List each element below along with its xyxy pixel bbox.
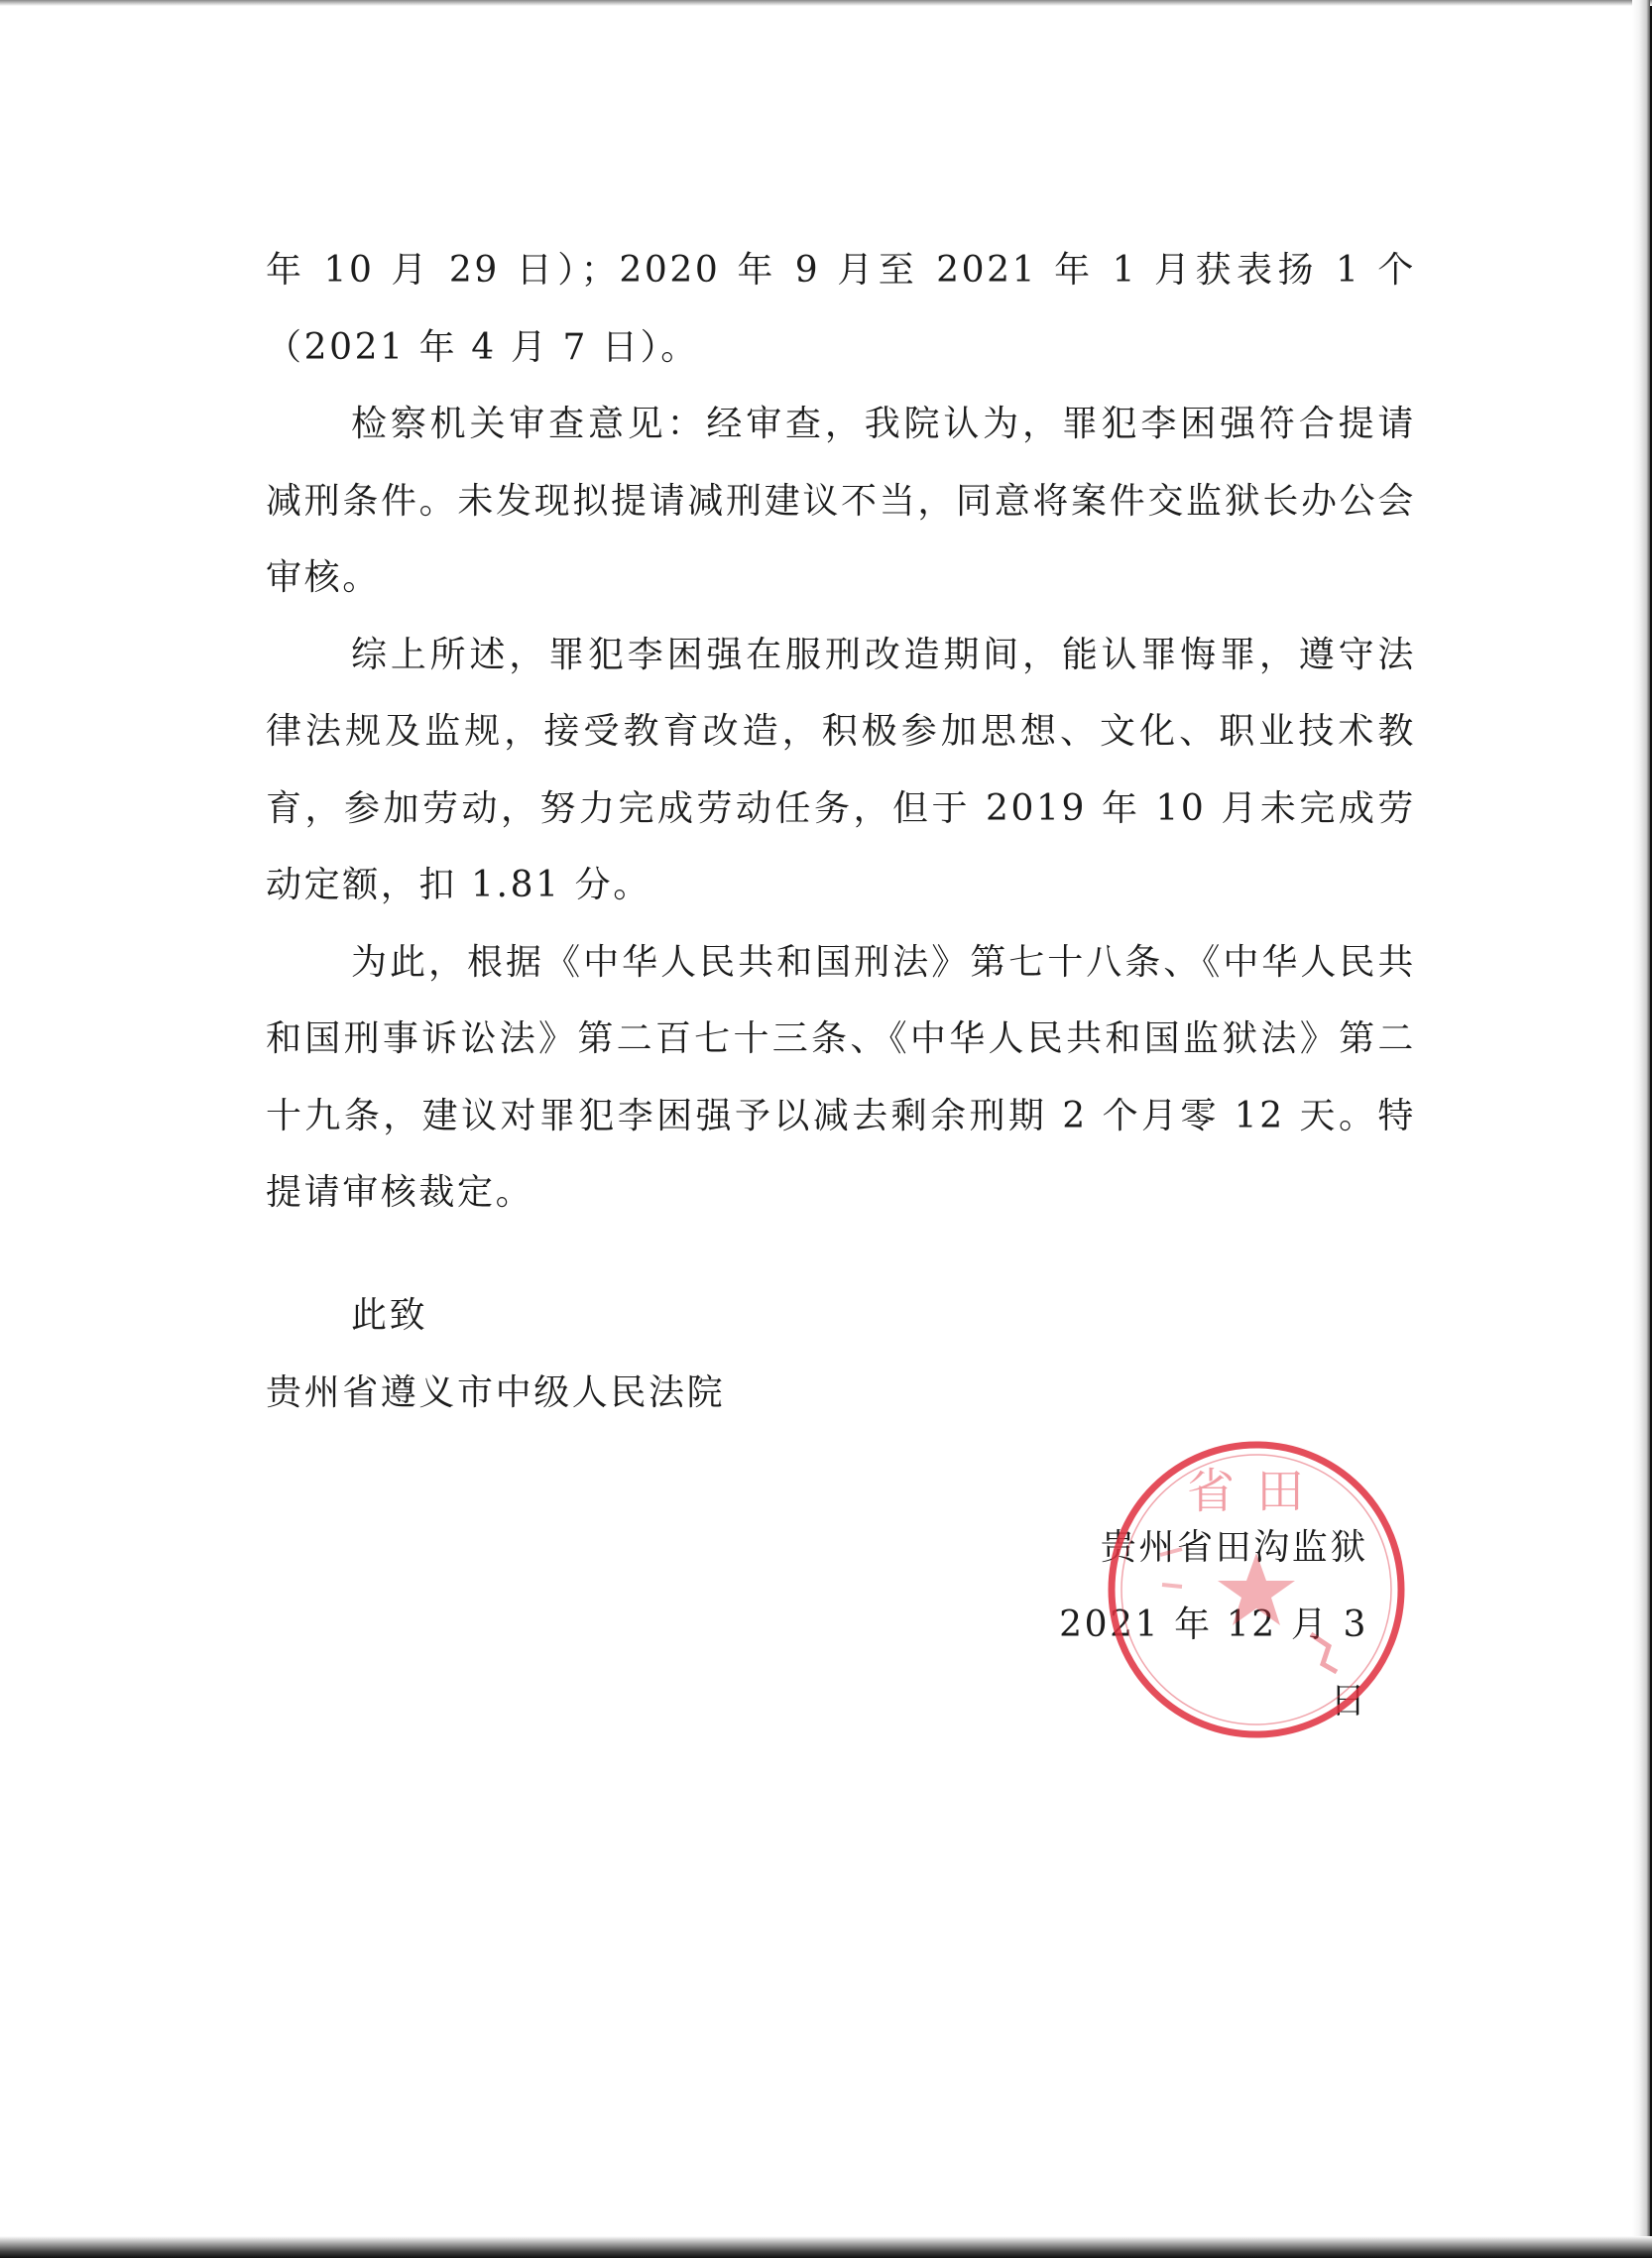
issuer-name: 贵州省田沟监狱 xyxy=(1100,1527,1368,1568)
scan-edge-right xyxy=(1632,0,1650,2258)
salutation: 此致 xyxy=(351,1295,428,1336)
signature-block xyxy=(1031,1509,1368,1740)
paragraph-legal-basis: 为此，根据《中华人民共和国刑法》第七十八条、《中华人民共和国刑事诉讼法》第二百七十三条、《中华人民共和国监狱法》第二十九条，建议对罪犯李困强予以减去剩余刑期 2 个月零 12 天。特提请审核裁定。 xyxy=(266,941,1416,1213)
document-body xyxy=(266,232,1416,1232)
issue-date: 2021 年 12 月 3 日 xyxy=(1059,1604,1368,1722)
recipient: 贵州省遵义市中级人民法院 xyxy=(266,1371,726,1413)
paragraph-procuratorate-opinion: 检察机关审查意见：经审查，我院认为，罪犯李困强符合提请减刑条件。未发现拟提请减刑建议不当，同意将案件交监狱长办公会审核。 xyxy=(266,404,1416,598)
scan-edge-top xyxy=(0,0,1652,6)
paragraph-summary: 综上所述，罪犯李困强在服刑改造期间，能认罪悔罪，遵守法律法规及监规，接受教育改造，积极参加思想、文化、职业技术教育，参加劳动，努力完成劳动任务，但于 2019 年 10 月未完成劳动定额，扣 1.81 分。 xyxy=(266,634,1416,905)
svg-text:省田: 省田 xyxy=(1186,1464,1327,1519)
closing-block xyxy=(266,1277,725,1431)
scan-edge-bottom xyxy=(0,2236,1652,2258)
paragraph-1: 年 10 月 29 日）；2020 年 9 月至 2021 年 1 月获表扬 1 个（2021 年 4 月 7 日）。 xyxy=(266,250,1416,368)
